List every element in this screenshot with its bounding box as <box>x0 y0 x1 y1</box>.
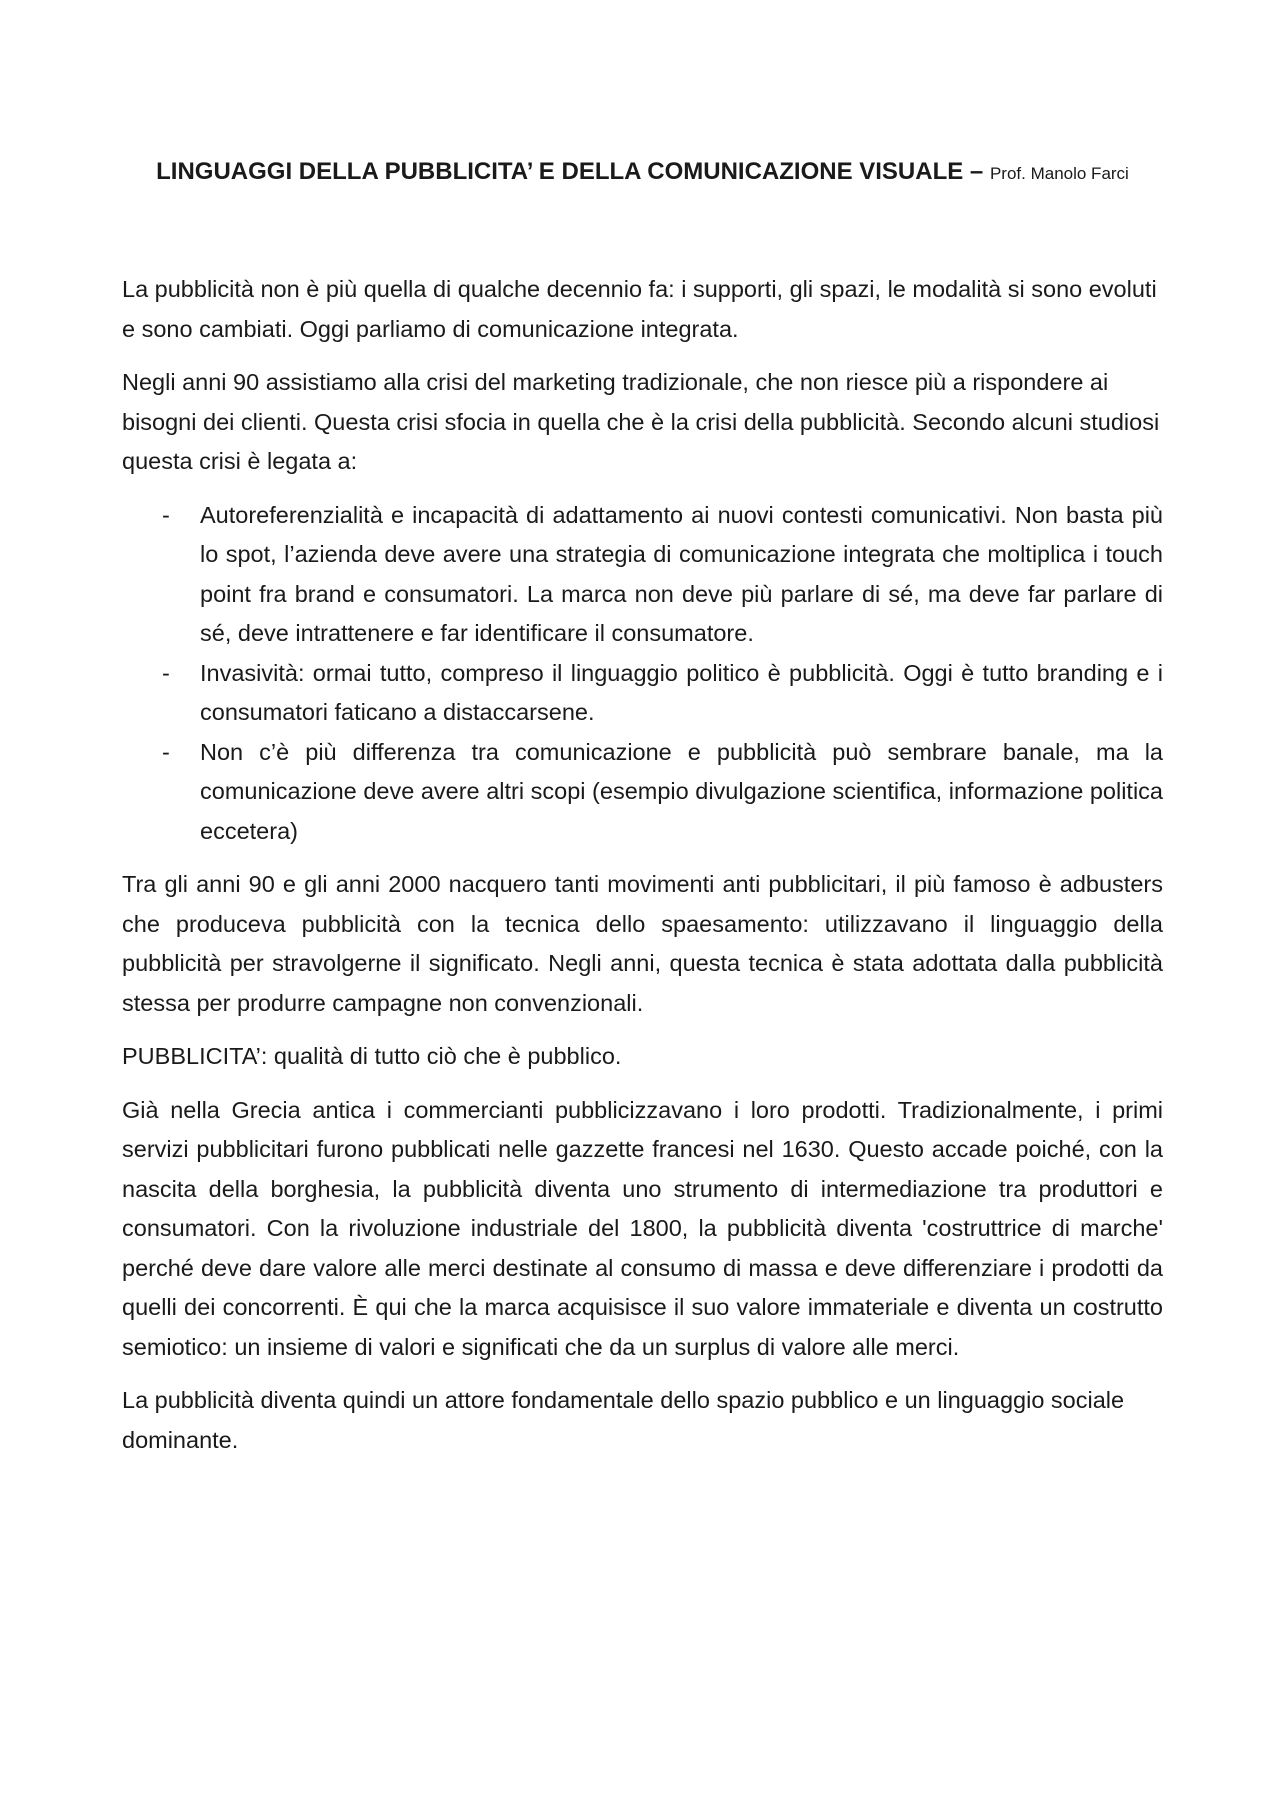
paragraph-movements: Tra gli anni 90 e gli anni 2000 nacquero tanti movimenti anti pubblicitari, il più famoso è adbusters che produceva pubblicità con la tecnica dello spaesamento: utilizzavano il linguaggio della pubblicità per stravolgerne il significato. Negli anni, questa tecnica è stata adottata dalla pubblicità stessa per produrre campagne non convenzionali. <box>122 871 1163 1016</box>
list-item-text: Non c’è più differenza tra comunicazione e pubblicità può sembrare banale, ma la comunicazione deve avere altri scopi (esempio divulgazione scientifica, informazione politica eccetera) <box>200 738 1163 844</box>
paragraph-crisis: Negli anni 90 assistiamo alla crisi del marketing tradizionale, che non riesce più a rispondere ai bisogni dei clienti. Questa crisi sfocia in quella che è la crisi della pubblicità. Secondo alcuni studiosi questa crisi è legata a: <box>122 369 1160 474</box>
title-text: LINGUAGGI DELLA PUBBLICITA’ E DELLA COMUNICAZIONE VISUALE – <box>156 158 984 185</box>
paragraph-history: Già nella Grecia antica i commercianti pubblicizzavano i loro prodotti. Tradizionalmente, i primi servizi pubblicitari furono pubblicati nelle gazzette francesi nel 1630. Questo accade poiché, con la nascita della borghesia, la pubblicità diventa uno strumento di intermediazione tra produttori e consumatori. Con la rivoluzione industriale del 1800, la pubblicità diventa 'costruttrice di marche' perché deve dare valore alle merci destinate al consumo di massa e deve differenziare i prodotti da quelli dei concorrenti. È qui che la marca acquisisce il suo valore immateriale e diventa un costrutto semiotico: un insieme di valori e significati che da un surplus di valore alle merci. <box>122 1096 1163 1360</box>
list-item-text: Autoreferenzialità e incapacità di adattamento ai nuovi contesti comunicativi. Non basta più lo spot, l’azienda deve avere una strategia di comunicazione integrata che moltiplica i touch point fra brand e consumatori. La marca non deve più parlare di sé, ma deve far parlare di sé, deve intrattenere e far identificare il consumatore. <box>200 501 1163 646</box>
list-item-text: Invasività: ormai tutto, compreso il linguaggio politico è pubblicità. Oggi è tutto branding e i consumatori faticano a distaccarsene. <box>200 659 1163 725</box>
list-item <box>122 733 1163 852</box>
list-item <box>122 496 1163 654</box>
bullet-dash: - <box>162 659 170 686</box>
paragraph-intro: La pubblicità non è più quella di qualche decennio fa: i supporti, gli spazi, le modalità si sono evoluti e sono cambiati. Oggi parliamo di comunicazione integrata. <box>122 276 1157 342</box>
paragraph-conclusion: La pubblicità diventa quindi un attore fondamentale dello spazio pubblico e un linguaggio sociale dominante. <box>122 1387 1125 1453</box>
bullet-dash: - <box>162 501 170 528</box>
list-item <box>122 654 1163 733</box>
paragraph-definition: PUBBLICITA’: qualità di tutto ciò che è pubblico. <box>122 1043 622 1069</box>
bullet-dash: - <box>162 738 170 765</box>
document-title <box>122 152 1163 194</box>
author-name: Prof. Manolo Farci <box>989 164 1129 183</box>
crisis-causes-list <box>122 496 1163 852</box>
